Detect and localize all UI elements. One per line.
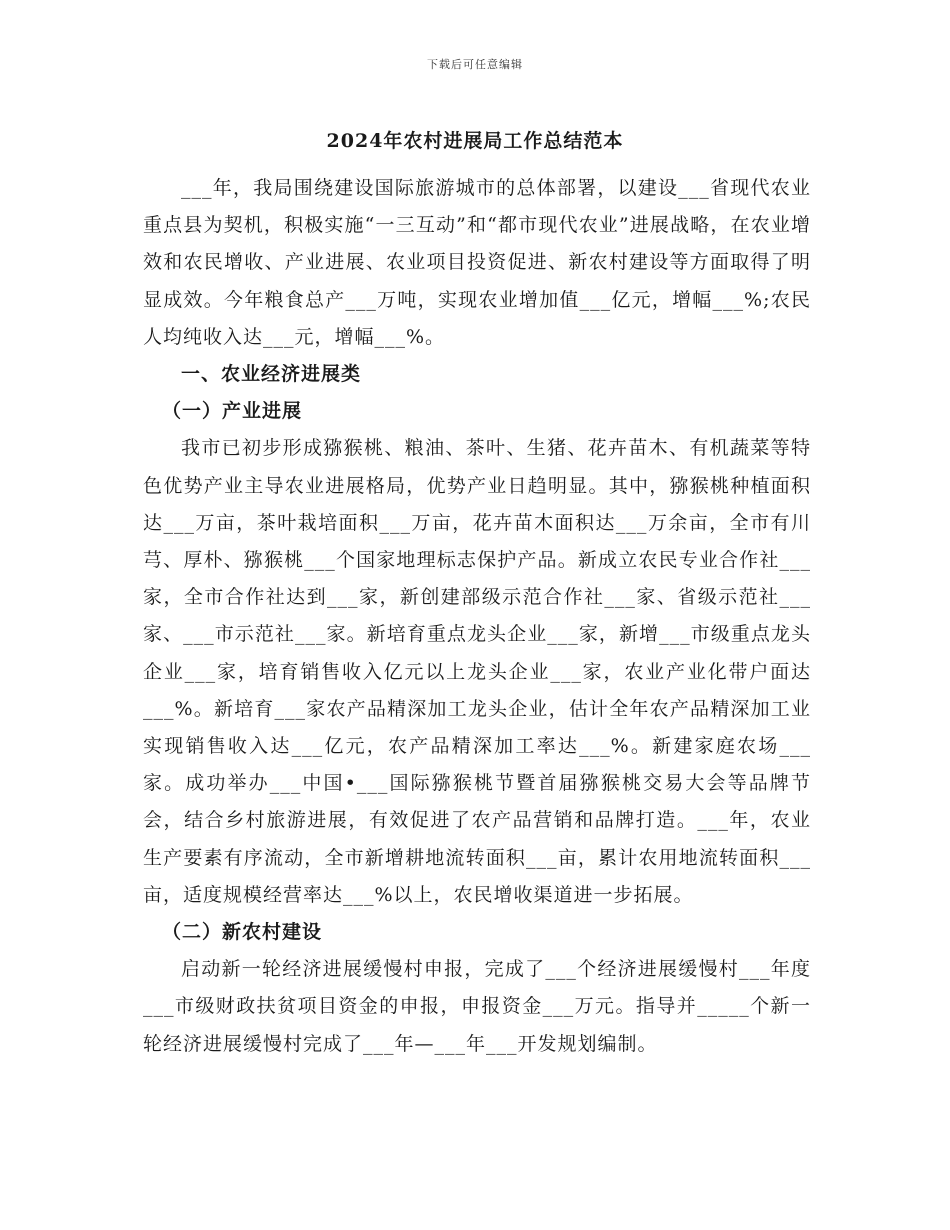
intro-paragraph: ___年，我局围绕建设国际旅游城市的总体部署，以建设___省现代农业重点县为契机，积极实施“一三互动”和“都市现代农业”进展战略，在农业增效和农民增收、产业进展、农业项目投资促进、新农村建设等方面取得了明显成效。今年粮食总产___万吨，实现农业增加值___亿元，增幅___%;农民人均纯收入达___元，增幅___%。 — [143, 177, 811, 348]
subsection-heading-rural: （二）新农村建设 — [162, 921, 323, 944]
section-heading: 一、农业经济进展类 — [181, 363, 362, 386]
document-body — [143, 170, 811, 1063]
header-note: 下载后可任意编辑 — [427, 58, 523, 71]
rural-paragraph: 启动新一轮经济进展缓慢村申报，完成了___个经济进展缓慢村___年度___市级财政扶贫项目资金的申报，申报资金___万元。指导并_____个新一轮经济进展缓慢村完成了___年—___年___开发规划编制。 — [143, 958, 811, 1055]
industry-paragraph: 我市已初步形成猕猴桃、粮油、茶叶、生猪、花卉苗木、有机蔬菜等特色优势产业主导农业进展格局，优势产业日趋明显。其中，猕猴桃种植面积达___万亩，茶叶栽培面积___万亩，花卉苗木面积达___万余亩，全市有川芎、厚朴、猕猴桃___个国家地理标志保护产品。新成立农民专业合作社___家，全市合作社达到___家，新创建部级示范合作社___家、省级示范社___家、___市示范社___家。新培育重点龙头企业___家，新增___市级重点龙头企业___家，培育销售收入亿元以上龙头企业___家，农业产业化带户面达___%。新培育___家农产品精深加工龙头企业，估计全年农产品精深加工业实现销售收入达___亿元，农产品精深加工率达___%。新建家庭农场___家。成功举办___中国•___国际猕猴桃节暨首届猕猴桃交易大会等品牌节会，结合乡村旅游进展，有效促进了农产品营销和品牌打造。___年，农业生产要素有序流动，全市新增耕地流转面积___亩，累计农用地流转面积___亩，适度规模经营率达___%以上，农民增收渠道进一步拓展。 — [143, 437, 811, 906]
subsection-heading-industry: （一）产业进展 — [162, 400, 303, 423]
document-title: 2024年农村进展局工作总结范本 — [326, 130, 624, 152]
